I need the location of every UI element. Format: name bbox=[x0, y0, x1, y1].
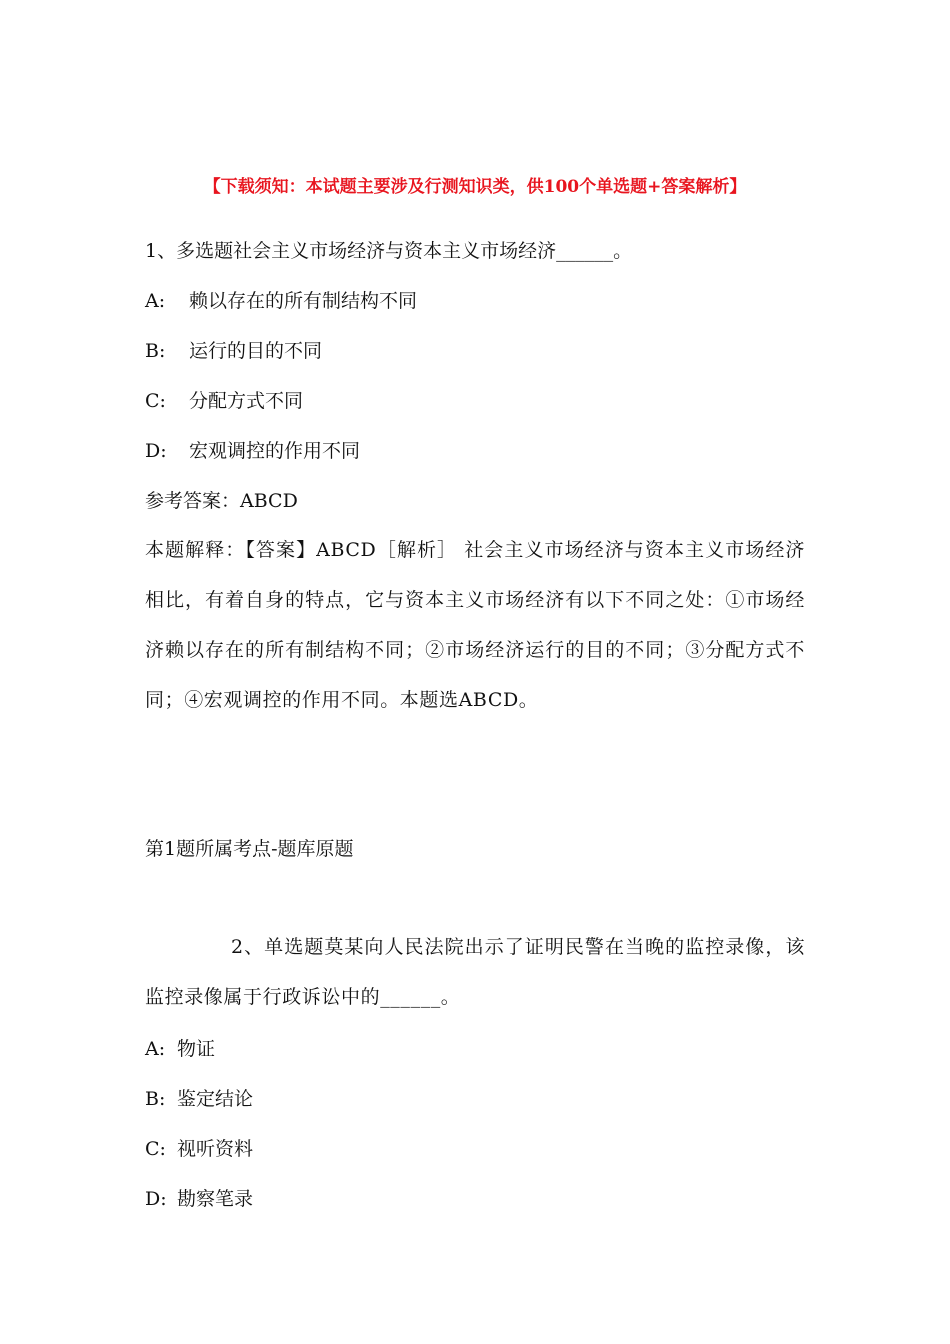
question-1-explanation: 本题解释：【答案】ABCD［解析］ 社会主义市场经济与资本主义市场经济相比，有着自身的特点，它与资本主义市场经济有以下不同之处：①市场经济赖以存在的所有制结构不同；②市场经济运行的目的不同；③分配方式不同；④宏观调控的作用不同。本题选ABCD。 bbox=[145, 539, 805, 711]
question-1-stem: 1、多选题社会主义市场经济与资本主义市场经济______。 bbox=[145, 240, 633, 262]
option-text: 赖以存在的所有制结构不同 bbox=[189, 290, 418, 312]
question-2-option-a bbox=[145, 1035, 215, 1063]
option-text: 运行的目的不同 bbox=[189, 340, 323, 362]
question-1-option-a bbox=[145, 287, 417, 315]
option-label: C: bbox=[145, 390, 166, 412]
option-text: 分配方式不同 bbox=[189, 390, 304, 412]
question-1-answer: 参考答案：ABCD bbox=[145, 490, 298, 512]
option-text: 视听资料 bbox=[177, 1138, 254, 1160]
option-label: C: bbox=[145, 1138, 166, 1160]
option-label: B: bbox=[145, 1088, 166, 1110]
option-text: 勘察笔录 bbox=[177, 1188, 254, 1210]
question-2-stem: 2、单选题莫某向人民法院出示了证明民警在当晚的监控录像，该监控录像属于行政诉讼中的______。 bbox=[145, 936, 805, 1008]
option-text: 鉴定结论 bbox=[177, 1088, 254, 1110]
question-2-option-d bbox=[145, 1185, 253, 1213]
option-text: 物证 bbox=[177, 1038, 216, 1060]
question-1-option-c bbox=[145, 387, 303, 415]
question-1-option-d bbox=[145, 437, 360, 465]
option-label: A: bbox=[145, 290, 166, 312]
question-2-option-c bbox=[145, 1135, 253, 1163]
download-notice: 【下载须知：本试题主要涉及行测知识类，供100个单选题+答案解析】 bbox=[203, 177, 747, 197]
option-label: D: bbox=[145, 1188, 167, 1210]
option-label: A: bbox=[145, 1038, 166, 1060]
option-text: 宏观调控的作用不同 bbox=[189, 440, 361, 462]
question-1-option-b bbox=[145, 337, 322, 365]
option-label: B: bbox=[145, 340, 166, 362]
option-label: D: bbox=[145, 440, 167, 462]
question-1-source: 第1题所属考点-题库原题 bbox=[145, 838, 354, 860]
question-2-option-b bbox=[145, 1085, 253, 1113]
